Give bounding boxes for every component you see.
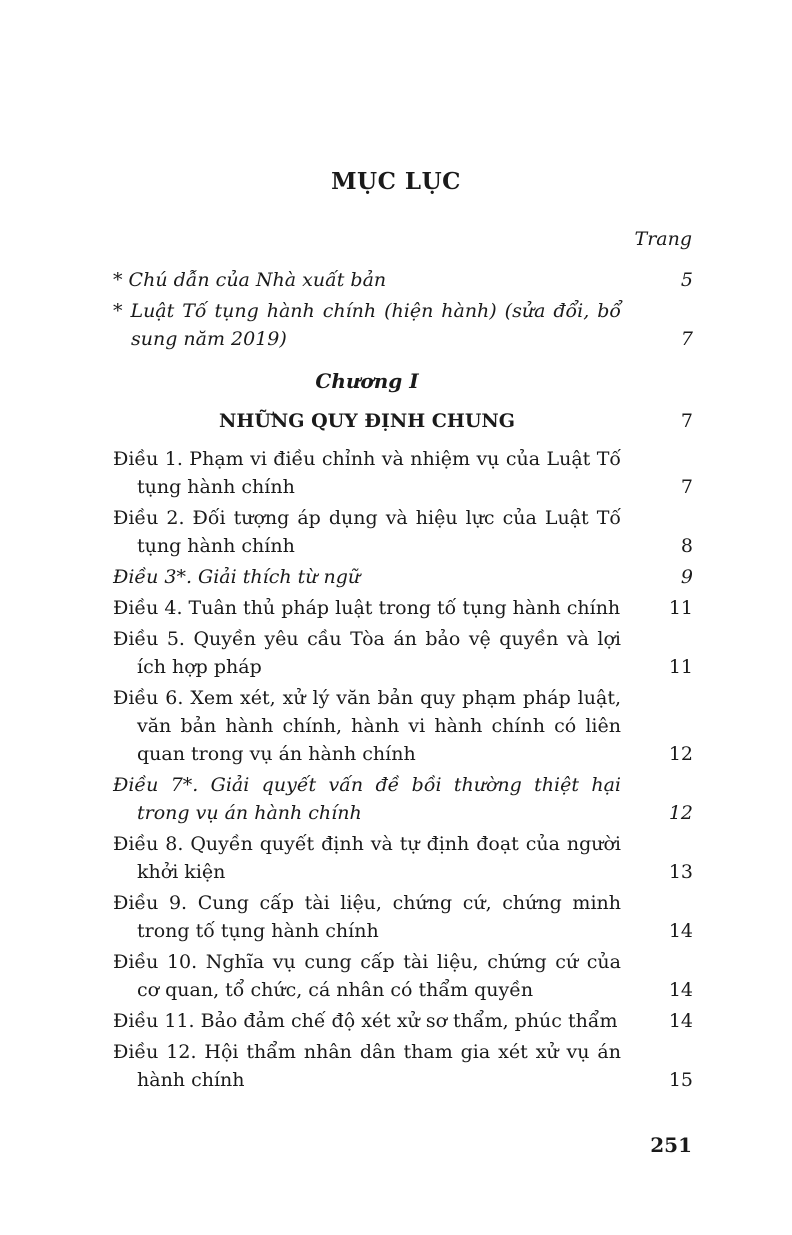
toc-entry-text: Điều 10. Nghĩa vụ cung cấp tài liệu, chứng cứ của cơ quan, tổ chức, cá nhân có thẩm quyền xyxy=(113,951,621,1001)
toc-entry-text: Điều 6. Xem xét, xử lý văn bản quy phạm pháp luật, văn bản hành chính, hành vi hành chính có liên quan trong vụ án hành chính xyxy=(113,687,621,765)
toc-entry-article-10[interactable] xyxy=(113,948,693,1004)
toc-entry-article-9[interactable] xyxy=(113,889,693,945)
toc-entry-text: Điều 8. Quyền quyết định và tự định đoạt của người khởi kiện xyxy=(113,833,621,883)
toc-entry-law-text[interactable] xyxy=(113,297,693,353)
toc-entry-page: 15 xyxy=(668,1069,693,1091)
chapter-title: NHỮNG QUY ĐỊNH CHUNG xyxy=(218,410,516,432)
toc-entry-publisher-note[interactable] xyxy=(113,266,693,294)
toc-entry-article-4[interactable] xyxy=(113,594,693,622)
toc-entry-text: Điều 11. Bảo đảm chế độ xét xử sơ thẩm, phúc thẩm xyxy=(113,1010,618,1032)
toc-entry-article-3[interactable] xyxy=(113,563,693,591)
toc-entry-page: 14 xyxy=(668,979,693,1001)
toc-entry-page: 13 xyxy=(668,861,693,883)
page-title: MỤC LỤC xyxy=(331,168,461,195)
toc-entry-page: 14 xyxy=(668,1010,693,1032)
toc-entry-article-12[interactable] xyxy=(113,1038,693,1094)
toc-entry-text: Điều 12. Hội thẩm nhân dân tham gia xét xử vụ án hành chính xyxy=(113,1041,621,1091)
toc-entry-page: 11 xyxy=(668,656,693,678)
toc-entry-text: * Chú dẫn của Nhà xuất bản xyxy=(113,269,387,291)
chapter-label: Chương I xyxy=(315,369,419,393)
toc-entry-page: 7 xyxy=(680,476,693,498)
toc-entry-text: Điều 2. Đối tượng áp dụng và hiệu lực của Luật Tố tụng hành chính xyxy=(113,507,621,557)
page-column-label: Trang xyxy=(634,228,692,250)
toc-entry-page: 14 xyxy=(668,920,693,942)
toc-entry-text: Điều 9. Cung cấp tài liệu, chứng cứ, chứng minh trong tố tụng hành chính xyxy=(113,892,621,942)
toc-entry-text: Điều 7*. Giải quyết vấn đề bồi thường thiệt hại trong vụ án hành chính xyxy=(113,774,621,824)
toc-entry-article-1[interactable] xyxy=(113,445,693,501)
toc-entry-article-2[interactable] xyxy=(113,504,693,560)
toc-entry-page: 9 xyxy=(680,566,693,588)
toc-entry-page: 5 xyxy=(680,269,693,291)
page-number: 251 xyxy=(650,1133,692,1157)
toc-entry-page: 7 xyxy=(680,328,693,350)
toc-entry-article-11[interactable] xyxy=(113,1007,693,1035)
toc-entry-text: Điều 4. Tuân thủ pháp luật trong tố tụng hành chính xyxy=(113,597,621,619)
toc-entry-text: Điều 5. Quyền yêu cầu Tòa án bảo vệ quyền và lợi ích hợp pháp xyxy=(113,628,621,678)
toc-entry-text: Điều 1. Phạm vi điều chỉnh và nhiệm vụ của Luật Tố tụng hành chính xyxy=(113,448,621,498)
toc-entry-page: 12 xyxy=(668,743,693,765)
toc-entry-text: Điều 3*. Giải thích từ ngữ xyxy=(113,566,361,588)
toc-entry-text: * Luật Tố tụng hành chính (hiện hành) (sửa đổi, bổ sung năm 2019) xyxy=(113,300,621,350)
toc-entry-article-7[interactable] xyxy=(113,771,693,827)
toc-entry-page: 11 xyxy=(668,597,693,619)
toc-entry-article-6[interactable] xyxy=(113,684,693,768)
table-of-contents xyxy=(113,266,693,1097)
toc-entry-page: 8 xyxy=(680,535,693,557)
toc-entry-page: 12 xyxy=(668,802,693,824)
toc-entry-article-8[interactable] xyxy=(113,830,693,886)
chapter-page: 7 xyxy=(680,410,693,432)
chapter-title-row[interactable] xyxy=(113,407,693,435)
toc-entry-article-5[interactable] xyxy=(113,625,693,681)
